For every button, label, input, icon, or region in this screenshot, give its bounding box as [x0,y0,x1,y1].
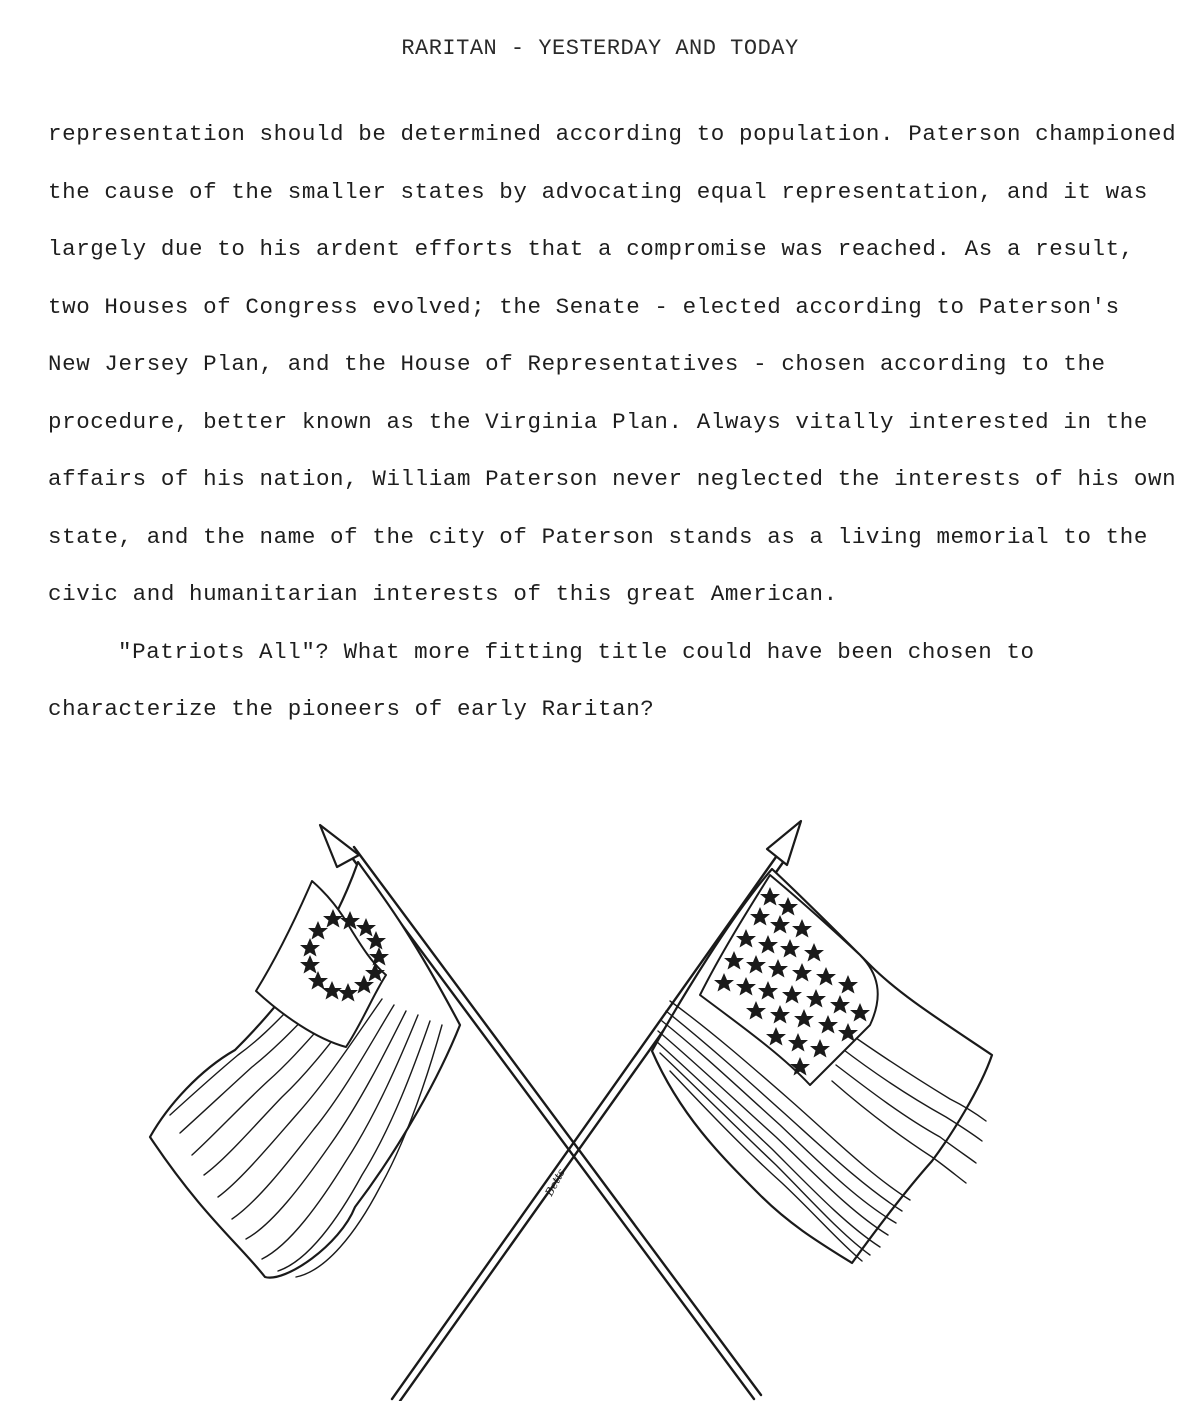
text-line: characterize the pioneers of early Raritan? [48,696,655,722]
text-line: affairs of his nation, William Paterson never neglected the interests of his own [48,466,1177,492]
body-text [48,112,1188,745]
text-line: largely due to his ardent efforts that a compromise was reached. As a result, [48,236,1134,262]
text-line: New Jersey Plan, and the House of Representatives - chosen according to the [48,351,1106,377]
text-line: state, and the name of the city of Paterson stands as a living memorial to the [48,523,1148,550]
artist-signature: Betts [542,1166,568,1199]
page-header: RARITAN - YESTERDAY AND TODAY [401,36,799,61]
text-line: the cause of the smaller states by advocating equal representation, and it was [48,178,1148,205]
text-line: representation should be determined according to population. Paterson championed [48,121,1177,147]
paragraph-start-line: "Patriots All"? What more fitting title could have been chosen to [118,638,1035,665]
crossed-flags-illustration [140,815,1010,1401]
text-line: civic and humanitarian interests of this great American. [48,581,838,607]
text-line: procedure, better known as the Virginia Plan. Always vitally interested in the [48,408,1148,435]
text-line: two Houses of Congress evolved; the Senate - elected according to Paterson's [48,293,1120,320]
crossed-flags-drawing [140,815,1010,1401]
